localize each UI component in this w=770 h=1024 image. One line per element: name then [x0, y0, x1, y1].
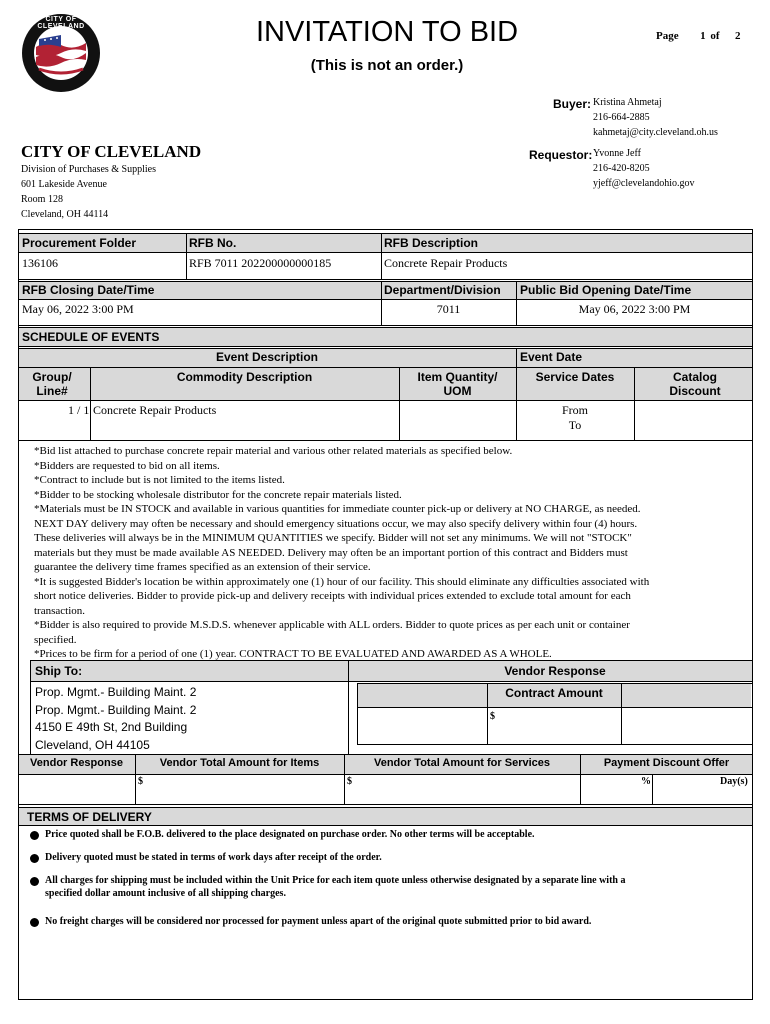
rfb-desc-label: RFB Description — [384, 236, 479, 250]
terms-item-2: Delivery quoted must be stated in terms of work days after receipt of the order. — [45, 852, 382, 863]
note-line: materials but they must be made available AS NEEDED. Delivery may often be an important portion of this contract and Bidders must — [34, 546, 628, 559]
col-service-header: Service Dates — [535, 370, 615, 384]
ship-to-line2: Prop. Mgmt.- Building Maint. 2 — [35, 703, 197, 717]
opening-label: Public Bid Opening Date/Time — [520, 283, 692, 297]
totals-vendor-response: Vendor Response — [30, 757, 123, 769]
seal-text: CITY OF CLEVELAND OHIO — [37, 16, 85, 37]
bullet-icon — [30, 854, 39, 863]
requestor-email[interactable]: yjeff@clevelandohio.gov — [593, 178, 695, 189]
page-title: INVITATION TO BID — [255, 16, 519, 48]
bullet-icon — [30, 877, 39, 886]
col-catalog-header: Catalog Discount — [669, 370, 721, 398]
col-group-header: Group/ Line# — [32, 370, 72, 398]
terms-item-3-cont: specified dollar amount inclusive of all shipping charges. — [45, 888, 286, 899]
city-seal — [21, 13, 101, 93]
org-division: Division of Purchases & Supplies — [21, 164, 156, 175]
vendor-response-label: Vendor Response — [504, 664, 606, 678]
note-line: *Prices to be firm for a period of one (1) year. CONTRACT TO BE EVALUATED AND AWARDED AS A WHOLE. — [34, 648, 552, 660]
note-line: transaction. — [34, 604, 86, 617]
ship-to-line4: Cleveland, OH 44105 — [35, 738, 150, 752]
ship-to-line1: Prop. Mgmt.- Building Maint. 2 — [35, 685, 197, 699]
payment-discount-label: Payment Discount Offer — [603, 757, 730, 769]
schedule-title: SCHEDULE OF EVENTS — [22, 330, 160, 344]
bullet-icon — [30, 918, 39, 927]
items-total-input[interactable] — [146, 776, 340, 802]
row-to: To — [568, 418, 582, 432]
services-total-dollar: $ — [347, 776, 352, 787]
org-city: Cleveland, OH 44114 — [21, 209, 109, 220]
page-of: of — [710, 30, 720, 42]
col-commodity-header: Commodity Description — [176, 370, 313, 384]
note-line: guarantee the delivery time frames specified as an extension of their service. — [34, 561, 371, 573]
procurement-folder-value: 136106 — [22, 256, 58, 270]
items-total-dollar: $ — [138, 776, 143, 787]
row-group: 1 / 1 — [68, 403, 90, 417]
note-line: *Bidder is also required to provide M.S.D.S. whenever applicable with ALL orders. Bidder to quote prices as per each unit or container — [34, 619, 630, 631]
closing-label: RFB Closing Date/Time — [22, 283, 155, 297]
requestor-name: Yvonne Jeff — [593, 148, 641, 159]
page-label: Page — [656, 30, 679, 42]
requestor-phone: 216-420-8205 — [593, 163, 650, 174]
event-desc-header: Event Description — [215, 350, 319, 364]
note-line: *Materials must be IN STOCK and available in various quantities for immediate counter pick-up or delivery at NO CHARGE, as needed. — [34, 503, 641, 515]
terms-item-1: Price quoted shall be F.O.B. delivered to the place designated on purchase order. No other terms will be acceptable. — [45, 829, 535, 840]
items-total-label: Vendor Total Amount for Items — [159, 757, 320, 769]
discount-percent-input[interactable] — [584, 776, 639, 802]
org-name: CITY OF CLEVELAND — [21, 142, 202, 161]
row-from: From — [561, 403, 588, 417]
note-line: These deliveries will always be in the MINIMUM QUANTITIES we specify. Bidder will not set any minimums. We will not "STOCK" — [34, 532, 632, 544]
procurement-folder-label: Procurement Folder — [22, 236, 137, 250]
org-room: Room 128 — [21, 194, 63, 205]
terms-item-4: No freight charges will be considered nor processed for payment unless apart of the original quote submitted prior to bid award. — [45, 916, 592, 927]
note-line: short notice deliveries. Bidder to provide pick-up and delivery receipts with individual prices extended to exclude total amount for each — [34, 590, 631, 602]
rfb-desc-value: Concrete Repair Products — [384, 256, 508, 270]
ship-to-label: Ship To: — [35, 664, 83, 678]
opening-value: May 06, 2022 3:00 PM — [578, 302, 691, 316]
requestor-label: Requestor: — [529, 148, 593, 162]
contract-amount-input[interactable] — [500, 709, 618, 741]
page-number — [656, 30, 741, 42]
contract-amount-label: Contract Amount — [505, 686, 603, 700]
closing-value: May 06, 2022 3:00 PM — [22, 302, 134, 316]
dept-label: Department/Division — [384, 283, 501, 297]
discount-days: Day(s) — [720, 776, 748, 787]
org-street: 601 Lakeside Avenue — [21, 179, 107, 190]
ship-to-line3: 4150 E 49th St, 2nd Building — [35, 720, 188, 734]
discount-percent: % — [641, 776, 651, 787]
bullet-icon — [30, 831, 39, 840]
notes-block — [34, 444, 749, 662]
page-subtitle: (This is not an order.) — [310, 57, 464, 74]
contract-amount-dollar: $ — [490, 711, 495, 722]
page-num: 1 — [700, 30, 706, 42]
buyer-email[interactable]: kahmetaj@city.cleveland.oh.us — [593, 127, 718, 138]
discount-days-input[interactable] — [656, 776, 718, 802]
note-line: *Bid list attached to purchase concrete repair material and various other related materials as specified below. — [34, 445, 513, 457]
terms-item-3: All charges for shipping must be included within the Unit Price for each item quote unless otherwise designated by a separate line with a — [45, 875, 626, 886]
event-date-header: Event Date — [520, 350, 583, 364]
note-line: specified. — [34, 633, 77, 646]
services-total-input[interactable] — [356, 776, 576, 802]
terms-title: TERMS OF DELIVERY — [27, 810, 152, 824]
buyer-phone: 216-664-2885 — [593, 112, 650, 123]
dept-value: 7011 — [436, 302, 461, 316]
note-line: *Bidders are requested to bid on all items. — [34, 459, 220, 472]
rfb-no-value: RFB 7011 202200000000185 — [189, 256, 332, 270]
note-line: *Contract to include but is not limited to the items listed. — [34, 474, 285, 486]
page-total: 2 — [735, 30, 741, 42]
col-qty-header: Item Quantity/ UOM — [417, 370, 498, 398]
note-line: NEXT DAY delivery may often be necessary and should emergency situations occur, we may also specify delivery within four (4) hours. — [34, 517, 638, 530]
buyer-name: Kristina Ahmetaj — [593, 97, 662, 108]
note-line: *Bidder to be stocking wholesale distributor for the concrete repair materials listed. — [34, 488, 402, 501]
buyer-label: Buyer: — [553, 97, 592, 111]
row-commodity: Concrete Repair Products — [93, 403, 217, 417]
note-line: *It is suggested Bidder's location be within approximately one (1) hour of our facility. This should eliminate any difficulties associated with — [34, 575, 650, 588]
services-total-label: Vendor Total Amount for Services — [373, 757, 551, 769]
rfb-no-label: RFB No. — [189, 236, 237, 250]
